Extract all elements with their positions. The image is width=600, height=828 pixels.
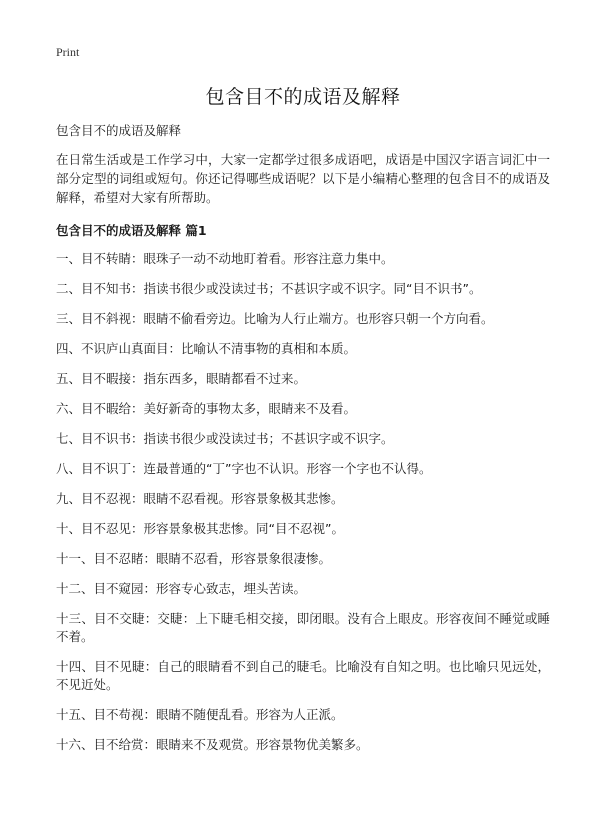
- idiom-entry: 十六、目不给赏：眼睛来不及观赏。形容景物优美繁多。: [56, 737, 369, 752]
- section-heading: 包含目不的成语及解释 篇1: [56, 223, 207, 238]
- idiom-entry: 十四、目不见睫：自己的眼睛看不到自己的睫毛。比喻没有自知之明。也比喻只见远处，不见近处。: [56, 659, 550, 692]
- idiom-entry: 十五、目不苟视：眼睛不随便乱看。形容为人正派。: [56, 707, 344, 722]
- idiom-entry: 十二、目不窥园：形容专心致志，埋头苦读。: [56, 581, 307, 596]
- print-label: Print: [56, 45, 80, 59]
- document-page: [56, 44, 550, 766]
- document-subtitle: 包含目不的成语及解释: [56, 123, 182, 138]
- idiom-entry: 五、目不暇接：指东西多，眼睛都看不过来。: [56, 371, 307, 386]
- idiom-entry: 十、目不忍见：形容景象极其悲惨。同“目不忍视”。: [56, 521, 344, 536]
- idiom-entry: 十三、目不交睫：交睫：上下睫毛相交接，即闭眼。没有合上眼皮。形容夜间不睡觉或睡不着。: [56, 611, 550, 644]
- document-title: 包含目不的成语及解释: [205, 86, 401, 108]
- idiom-entry: 九、目不忍视：眼睛不忍看视。形容景象极其悲惨。: [56, 491, 344, 506]
- idiom-list: [56, 250, 550, 754]
- idiom-entry: 一、目不转睛：眼珠子一动不动地盯着看。形容注意力集中。: [56, 251, 394, 266]
- idiom-entry: 四、不识庐山真面目：比喻认不清事物的真相和本质。: [56, 341, 357, 356]
- idiom-entry: 七、目不识书：指读书很少或没读过书；不甚识字或不识字。: [56, 431, 394, 446]
- idiom-entry: 三、目不斜视：眼睛不偷看旁边。比喻为人行止端方。也形容只朝一个方向看。: [56, 311, 494, 326]
- idiom-entry: 十一、目不忍睹：眼睛不忍看，形容景象很凄惨。: [56, 551, 332, 566]
- idiom-entry: 二、目不知书：指读书很少或没读过书；不甚识字或不识字。同“目不识书”。: [56, 281, 482, 296]
- idiom-entry: 六、目不暇给：美好新奇的事物太多，眼睛来不及看。: [56, 401, 357, 416]
- intro-paragraph: 在日常生活或是工作学习中，大家一定都学过很多成语吧，成语是中国汉字语言词汇中一部分定型的词组或短句。你还记得哪些成语呢？以下是小编精心整理的包含目不的成语及解释，希望对大家有所帮助。: [56, 152, 550, 205]
- idiom-entry: 八、目不识丁：连最普通的“丁”字也不认识。形容一个字也不认得。: [56, 461, 432, 476]
